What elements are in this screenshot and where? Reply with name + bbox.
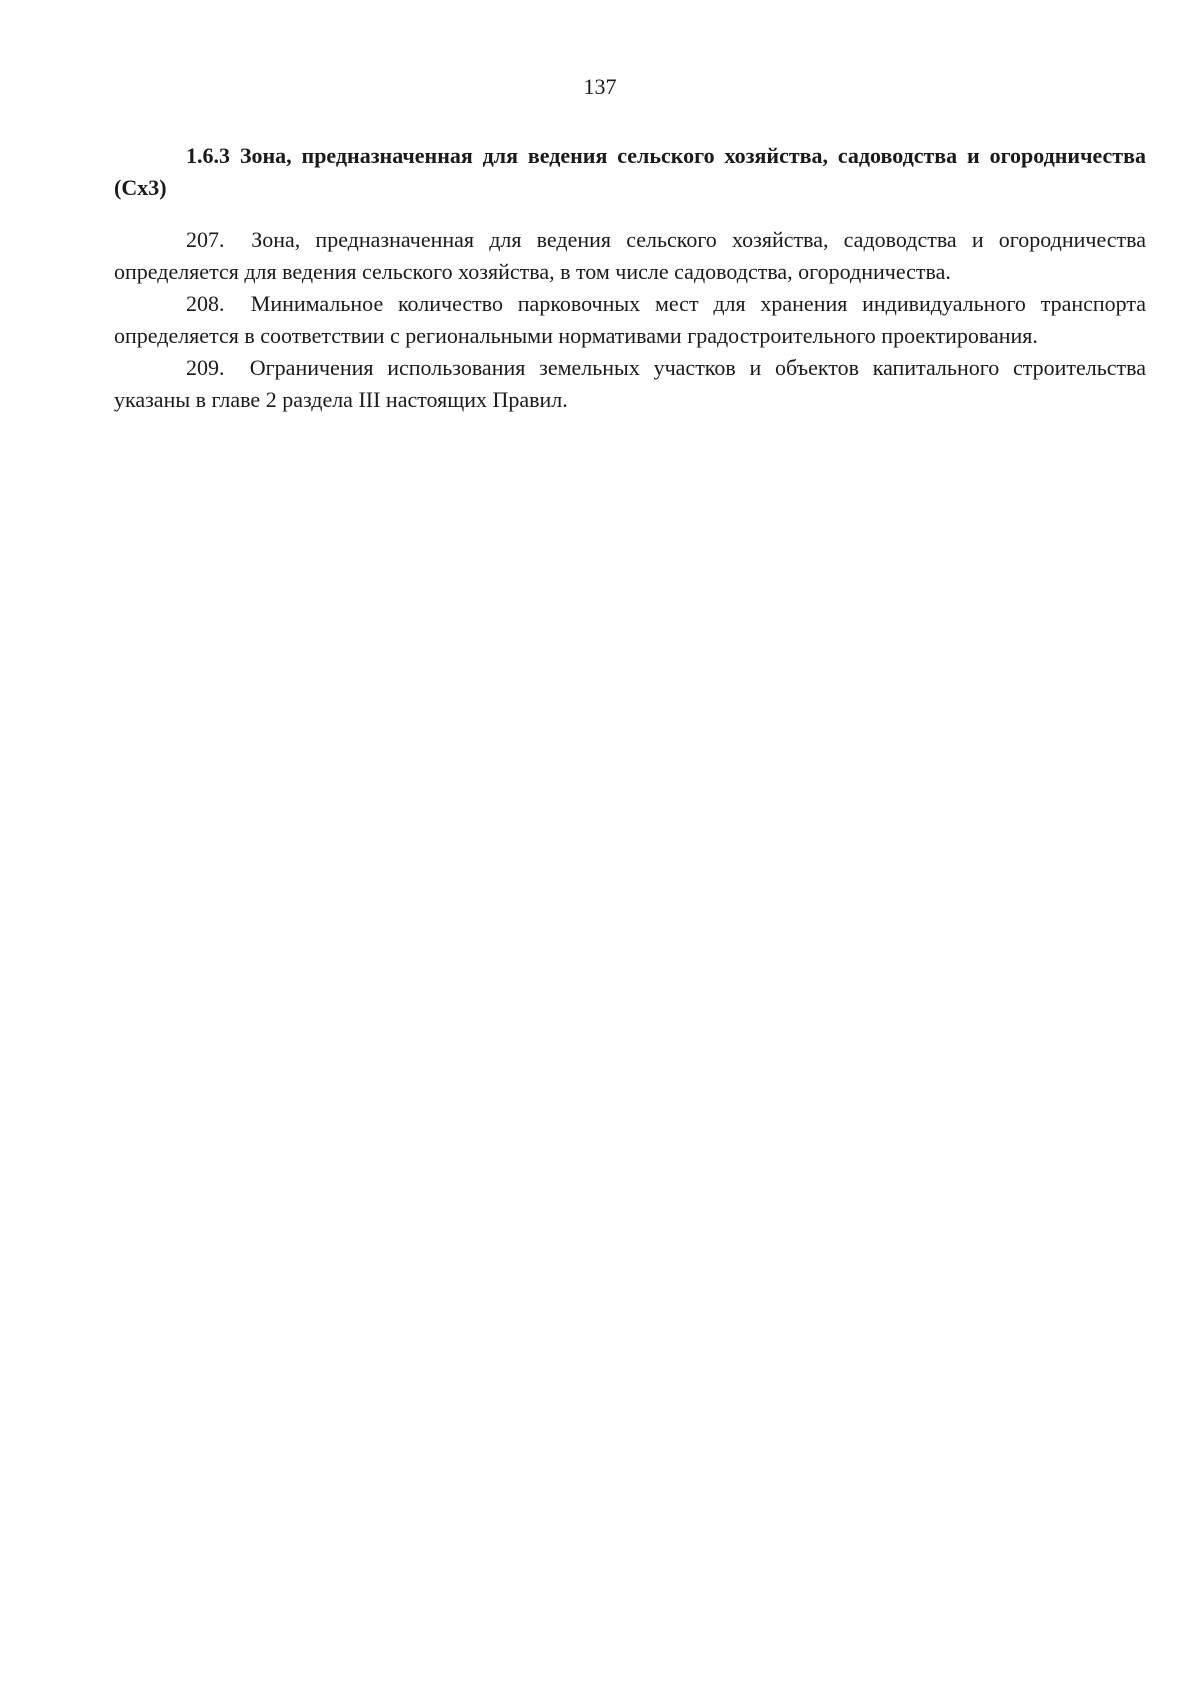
paragraph-number: 208. [186, 291, 225, 316]
paragraph-number: 209. [186, 355, 225, 380]
paragraph-209 [114, 352, 1146, 416]
paragraph-207 [114, 224, 1146, 288]
paragraph-text: Зона, предназначенная для ведения сельского хозяйства, садоводства и огородничества определяется для ведения сельского хозяйства, в том числе садоводства, огородничества. [114, 227, 1147, 284]
paragraph-text: Ограничения использования земельных участков и объектов капитального строительства указаны в главе 2 раздела III настоящих Правил. [114, 355, 1147, 412]
paragraph-text: Минимальное количество парковочных мест для хранения индивидуального транспорта определяется в соответствии с региональными нормативами градостроительного проектирования. [114, 291, 1147, 348]
page-number: 137 [583, 74, 617, 99]
paragraph-number: 207. [186, 227, 225, 252]
paragraph-208 [114, 288, 1146, 352]
section-heading: 1.6.3 Зона, предназначенная для ведения сельского хозяйства, садоводства и огородничества (Сх3) [114, 143, 1146, 200]
page-content [114, 140, 1146, 416]
